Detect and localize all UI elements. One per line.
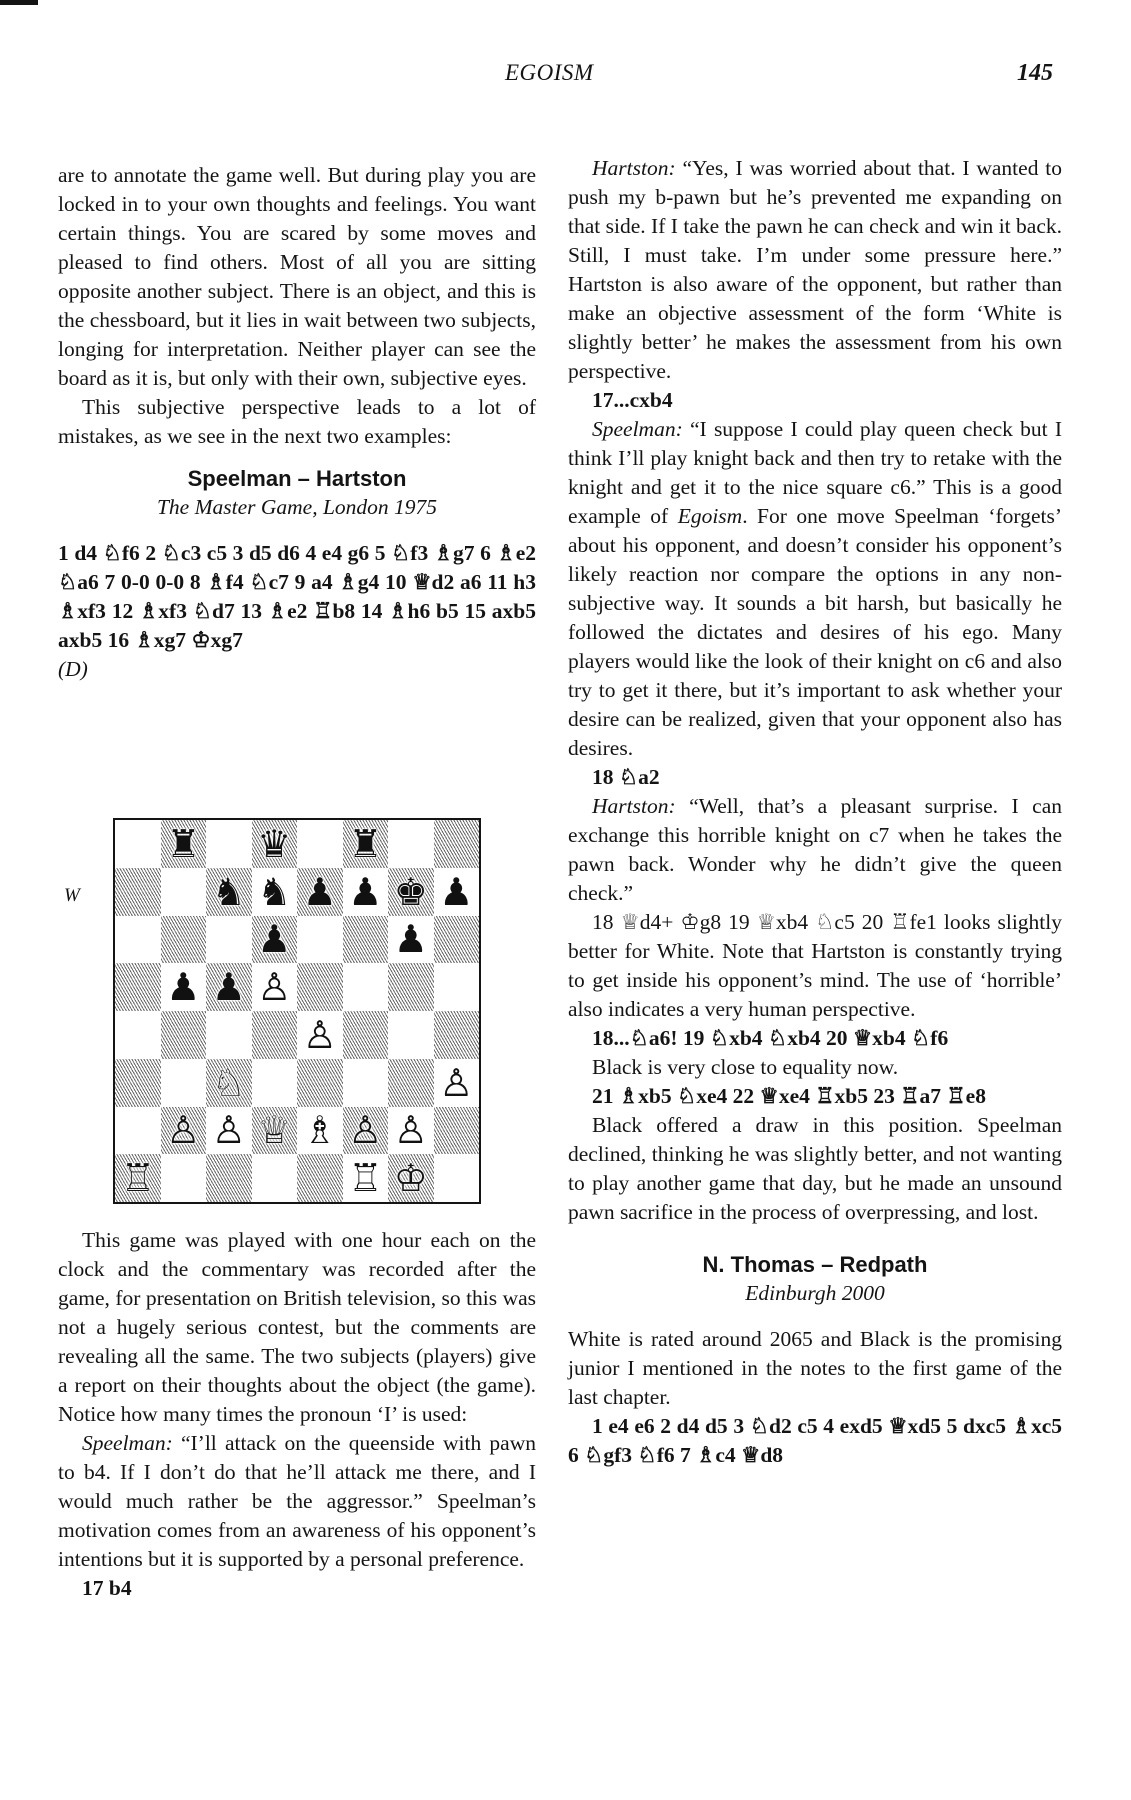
chess-piece-icon: ♟ bbox=[211, 965, 246, 1010]
square-h7 bbox=[434, 868, 480, 916]
square-a8 bbox=[115, 820, 161, 868]
paragraph-intro: are to annotate the game well. But during play you are locked in to your own thoughts and feelings. You want certain things. You are scared by some moves and pleased to find others. Most of all you are sitting opposite another subject. There is an object, and this is the chessboard, but it lies in wait between two subjects, longing for interpretation. Neither player can see the board as it is, but only with their own, subjective eyes. bbox=[58, 163, 536, 390]
square-d6 bbox=[252, 916, 298, 964]
move-18-black: 18...♘a6! 19 ♘xb4 ♘xb4 20 ♕xb4 ♘f6 bbox=[592, 1026, 949, 1050]
chess-piece-icon: ♙ bbox=[348, 1108, 383, 1153]
game2-moves: 1 e4 e6 2 d4 d5 3 ♘d2 c5 4 exd5 ♕xd5 5 dxc5 ♗xc5 6 ♘gf3 ♘f6 7 ♗c4 ♕d8 bbox=[568, 1414, 1062, 1467]
speelman-comment-1 bbox=[58, 1429, 536, 1574]
square-f2 bbox=[343, 1107, 389, 1155]
speelman-comment-1-text: “I’ll attack on the queenside with pawn to b4. If I don’t do that he’ll attack me there, and I would much rather be the aggressor.” Speelman’s motivation comes from an awareness of his opponent’s intentions but it is supported by a personal preference. bbox=[58, 1431, 536, 1571]
chess-piece-icon: ♜ bbox=[166, 821, 201, 866]
square-g5 bbox=[388, 963, 434, 1011]
analysis-paragraph: 18 ♕d4+ ♔g8 19 ♕xb4 ♘c5 20 ♖fe1 looks slightly better for White. Note that Hartston is constantly trying to get inside his opponent’s mind. The use of ‘horrible’ also indicates a very human perspective. bbox=[568, 910, 1062, 1021]
chess-diagram bbox=[58, 810, 478, 1206]
square-e7 bbox=[297, 868, 343, 916]
square-e4 bbox=[297, 1011, 343, 1059]
square-b2 bbox=[161, 1107, 207, 1155]
chess-piece-icon: ♟ bbox=[348, 869, 383, 914]
square-c1 bbox=[206, 1154, 252, 1202]
square-h3 bbox=[434, 1059, 480, 1107]
square-h8 bbox=[434, 820, 480, 868]
speelman-comment-2-text-a: “I suppose I could play queen check but I think I’ll play knight back and then try to retake with the knight and get it to the nice square c6.” This is a good example of bbox=[568, 417, 1062, 528]
square-d2 bbox=[252, 1107, 298, 1155]
square-d8 bbox=[252, 820, 298, 868]
square-g4 bbox=[388, 1011, 434, 1059]
square-e1 bbox=[297, 1154, 343, 1202]
square-a6 bbox=[115, 916, 161, 964]
square-h2 bbox=[434, 1107, 480, 1155]
equality-note: Black is very close to equality now. bbox=[592, 1055, 899, 1079]
diagram-ref: (D) bbox=[58, 657, 88, 681]
game2-source: Edinburgh 2000 bbox=[745, 1281, 885, 1305]
chess-piece-icon: ♕ bbox=[257, 1108, 292, 1153]
square-b1 bbox=[161, 1154, 207, 1202]
move-17: 17 b4 bbox=[82, 1576, 132, 1600]
chess-board bbox=[113, 818, 481, 1204]
left-column-lower bbox=[58, 1226, 536, 1603]
chess-piece-icon: ♘ bbox=[211, 1060, 246, 1105]
square-b5 bbox=[161, 963, 207, 1011]
speaker-hartston: Hartston: bbox=[592, 156, 676, 180]
square-f8 bbox=[343, 820, 389, 868]
square-f1 bbox=[343, 1154, 389, 1202]
square-f4 bbox=[343, 1011, 389, 1059]
chess-piece-icon: ♚ bbox=[393, 869, 428, 914]
square-d5 bbox=[252, 963, 298, 1011]
rating-paragraph: White is rated around 2065 and Black is the promising junior I mentioned in the notes to the first game of the last chapter. bbox=[568, 1327, 1062, 1409]
square-h4 bbox=[434, 1011, 480, 1059]
square-d1 bbox=[252, 1154, 298, 1202]
chess-piece-icon: ♖ bbox=[348, 1156, 383, 1201]
square-g7 bbox=[388, 868, 434, 916]
hartston-comment-1-text: “Yes, I was worried about that. I wanted to push my b-pawn but he’s prevented me expanding on that side. If I take the pawn he can check and win it back. Still, I must take. I’m under some pressure here.” Hartston is also aware of the opponent, but rather than make an objective assessment of the form ‘White is slightly better’ he makes the assessment from his own perspective. bbox=[568, 156, 1062, 383]
chess-piece-icon: ♞ bbox=[211, 869, 246, 914]
chess-piece-icon: ♙ bbox=[439, 1060, 474, 1105]
right-column bbox=[568, 154, 1062, 1470]
square-g3 bbox=[388, 1059, 434, 1107]
chess-piece-icon: ♙ bbox=[166, 1108, 201, 1153]
square-b8 bbox=[161, 820, 207, 868]
square-d3 bbox=[252, 1059, 298, 1107]
chess-piece-icon: ♞ bbox=[257, 869, 292, 914]
square-f3 bbox=[343, 1059, 389, 1107]
draw-paragraph: Black offered a draw in this position. Speelman declined, thinking he was slightly better, and not wanting to play another game that day, but he made an unsound pawn sacrifice in the process of overpressing, and lost. bbox=[568, 1113, 1062, 1224]
speelman-comment-2 bbox=[568, 415, 1062, 763]
chess-piece-icon: ♟ bbox=[302, 869, 337, 914]
square-e2 bbox=[297, 1107, 343, 1155]
chess-piece-icon: ♗ bbox=[302, 1108, 337, 1153]
square-a4 bbox=[115, 1011, 161, 1059]
chess-piece-icon: ♟ bbox=[166, 965, 201, 1010]
hartston-comment-2-text: “Well, that’s a pleasant surprise. I can exchange this horrible knight on c7 when he takes the pawn back. Wonder why he didn’t give the queen check.” bbox=[568, 794, 1062, 905]
square-c6 bbox=[206, 916, 252, 964]
square-a2 bbox=[115, 1107, 161, 1155]
square-a1 bbox=[115, 1154, 161, 1202]
chess-piece-icon: ♛ bbox=[257, 821, 292, 866]
square-f6 bbox=[343, 916, 389, 964]
square-h1 bbox=[434, 1154, 480, 1202]
move-17-black: 17...cxb4 bbox=[592, 388, 673, 412]
paragraph-subjective: This subjective perspective leads to a lot of mistakes, as we see in the next two examples: bbox=[58, 395, 536, 448]
page-number: 145 bbox=[1017, 60, 1053, 86]
speelman-comment-2-text-b: . For one move Speelman ‘forgets’ about his opponent, and doesn’t consider his opponent’s likely reaction nor compare the options in any non-subjective way. It sounds a bit harsh, but basically he followed the dictates and desires of his ego. Many players would like the look of their knight on c6 and also try to get it there, but it’s important to ask whether your desire can be realized, given that your opponent also has desires. bbox=[568, 504, 1062, 760]
square-a7 bbox=[115, 868, 161, 916]
paragraph-game-context: This game was played with one hour each on the clock and the commentary was recorded after the game, for presentation on British television, so this was not a hugely serious contest, but the comments are revealing all the same. The two subjects (players) give a report on their thoughts about the object (the game). Notice how many times the pronoun ‘I’ is used: bbox=[58, 1228, 536, 1426]
speaker-speelman-2: Speelman: bbox=[592, 417, 683, 441]
square-a3 bbox=[115, 1059, 161, 1107]
chess-piece-icon: ♙ bbox=[257, 965, 292, 1010]
chess-piece-icon: ♔ bbox=[393, 1156, 428, 1201]
square-g8 bbox=[388, 820, 434, 868]
square-b3 bbox=[161, 1059, 207, 1107]
square-f7 bbox=[343, 868, 389, 916]
square-c4 bbox=[206, 1011, 252, 1059]
corner-crop-mark bbox=[0, 0, 38, 5]
speaker-speelman: Speelman: bbox=[82, 1431, 173, 1455]
running-title: EGOISM bbox=[505, 60, 594, 85]
square-e3 bbox=[297, 1059, 343, 1107]
square-g1 bbox=[388, 1154, 434, 1202]
square-d7 bbox=[252, 868, 298, 916]
square-h6 bbox=[434, 916, 480, 964]
left-column bbox=[58, 161, 536, 684]
square-c7 bbox=[206, 868, 252, 916]
game1-moves-text: 1 d4 ♘f6 2 ♘c3 c5 3 d5 d6 4 e4 g6 5 ♘f3 ♗g7 6 ♗e2 ♘a6 7 0-0 0-0 8 ♗f4 ♘c7 9 a4 ♗g4 10 ♕d2 a6 11 h3 ♗xf3 12 ♗xf3 ♘d7 13 ♗e2 ♖b8 14 ♗h6 b5 15 axb5 axb5 16 ♗xg7 ♔xg7 bbox=[58, 541, 536, 652]
chess-piece-icon: ♜ bbox=[348, 821, 383, 866]
square-g6 bbox=[388, 916, 434, 964]
move-21: 21 ♗xb5 ♘xe4 22 ♕xe4 ♖xb5 23 ♖a7 ♖e8 bbox=[592, 1084, 986, 1108]
hartston-comment-1 bbox=[568, 154, 1062, 386]
square-c5 bbox=[206, 963, 252, 1011]
square-d4 bbox=[252, 1011, 298, 1059]
square-h5 bbox=[434, 963, 480, 1011]
game1-source: The Master Game, London 1975 bbox=[156, 495, 438, 519]
game2-heading bbox=[568, 1251, 1062, 1307]
game1-moves bbox=[58, 539, 536, 655]
square-b6 bbox=[161, 916, 207, 964]
square-e6 bbox=[297, 916, 343, 964]
egoism-term: Egoism bbox=[677, 504, 743, 528]
square-e5 bbox=[297, 963, 343, 1011]
chess-piece-icon: ♙ bbox=[393, 1108, 428, 1153]
running-header bbox=[0, 60, 1131, 90]
chess-piece-icon: ♖ bbox=[120, 1156, 155, 1201]
square-b4 bbox=[161, 1011, 207, 1059]
square-c8 bbox=[206, 820, 252, 868]
square-c3 bbox=[206, 1059, 252, 1107]
chess-piece-icon: ♟ bbox=[257, 917, 292, 962]
square-g2 bbox=[388, 1107, 434, 1155]
game1-players: Speelman – Hartston bbox=[187, 466, 407, 491]
hartston-comment-2 bbox=[568, 792, 1062, 908]
chess-piece-icon: ♙ bbox=[211, 1108, 246, 1153]
square-a5 bbox=[115, 963, 161, 1011]
square-e8 bbox=[297, 820, 343, 868]
diagram-turn-indicator: W bbox=[64, 885, 80, 906]
square-f5 bbox=[343, 963, 389, 1011]
move-18: 18 ♘a2 bbox=[592, 765, 660, 789]
chess-piece-icon: ♟ bbox=[439, 869, 474, 914]
square-c2 bbox=[206, 1107, 252, 1155]
game1-heading bbox=[58, 465, 536, 521]
speaker-hartston-2: Hartston: bbox=[592, 794, 676, 818]
chess-piece-icon: ♟ bbox=[393, 917, 428, 962]
square-b7 bbox=[161, 868, 207, 916]
chess-piece-icon: ♙ bbox=[302, 1012, 337, 1057]
game2-players: N. Thomas – Redpath bbox=[702, 1252, 928, 1277]
